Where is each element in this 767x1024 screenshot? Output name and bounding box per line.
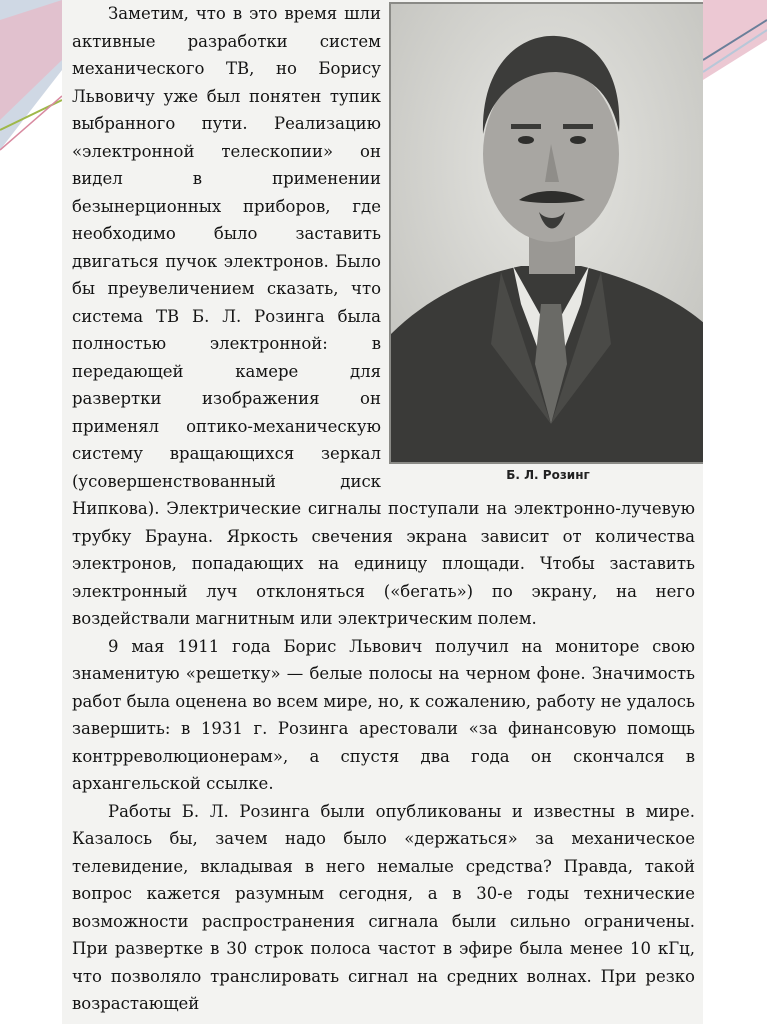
paragraph: 9 мая 1911 года Борис Львович получил на мониторе свою знаменитую «решетку» — белые полосы на черном фоне. Значимость работ была оценена во всем мире, но, к сожалению, работу не удалось завершить: в 1931 г. Розинга арестовали «за финансовую помощь контрреволюционерам», а спустя два года он скончался в архангельской ссылке. xyxy=(72,636,695,793)
decorative-corner-right xyxy=(703,0,767,90)
paragraph: Работы Б. Л. Розинга были опубликованы и известны в мире. Казалось бы, зачем надо было «держаться» за механическое телевидение, вкладывая в него немалые средства? Правда, такой вопрос кажется разумным сегодня, а в 30-е годы технические возможности распространения сигнала были сильно ограничены. При развертке в 30 строк полоса частот в эфире была менее 10 кГц, что позволяло транслировать сигнал на средних волнах. При резко возрастающей xyxy=(72,801,695,1013)
portrait-figure xyxy=(389,2,703,482)
portrait-caption: Б. Л. Розинг xyxy=(506,468,590,482)
decorative-corner-left xyxy=(0,0,62,170)
book-page xyxy=(62,0,703,1024)
paragraph: Заметим, что в это время шли активные разработки систем механического ТВ, но Борису Львовичу уже был понятен тупик выбранного пути. Реализацию «электронной телескопии» он видел в применении безынерционных приборов, где необходимо было заставить двигаться пучок электронов. Было бы преувеличением сказать, что система ТВ Б. Л. Розинга была полностью электронной: в передающей камере для развертки изображения он применял оптико-механическую систему вращающихся зеркал (усовершенствованный диск Нипкова). Электрические сигналы поступали на электронно-лучевую трубку Брауна. Яркость свечения экрана зависит от количества электронов, попадающих на единицу площади. Чтобы заставить электронный луч отклоняться («бегать») по экрану, на него воздействали магнитным или электрическим полем. xyxy=(72,4,695,628)
portrait-photo-icon xyxy=(389,2,703,464)
